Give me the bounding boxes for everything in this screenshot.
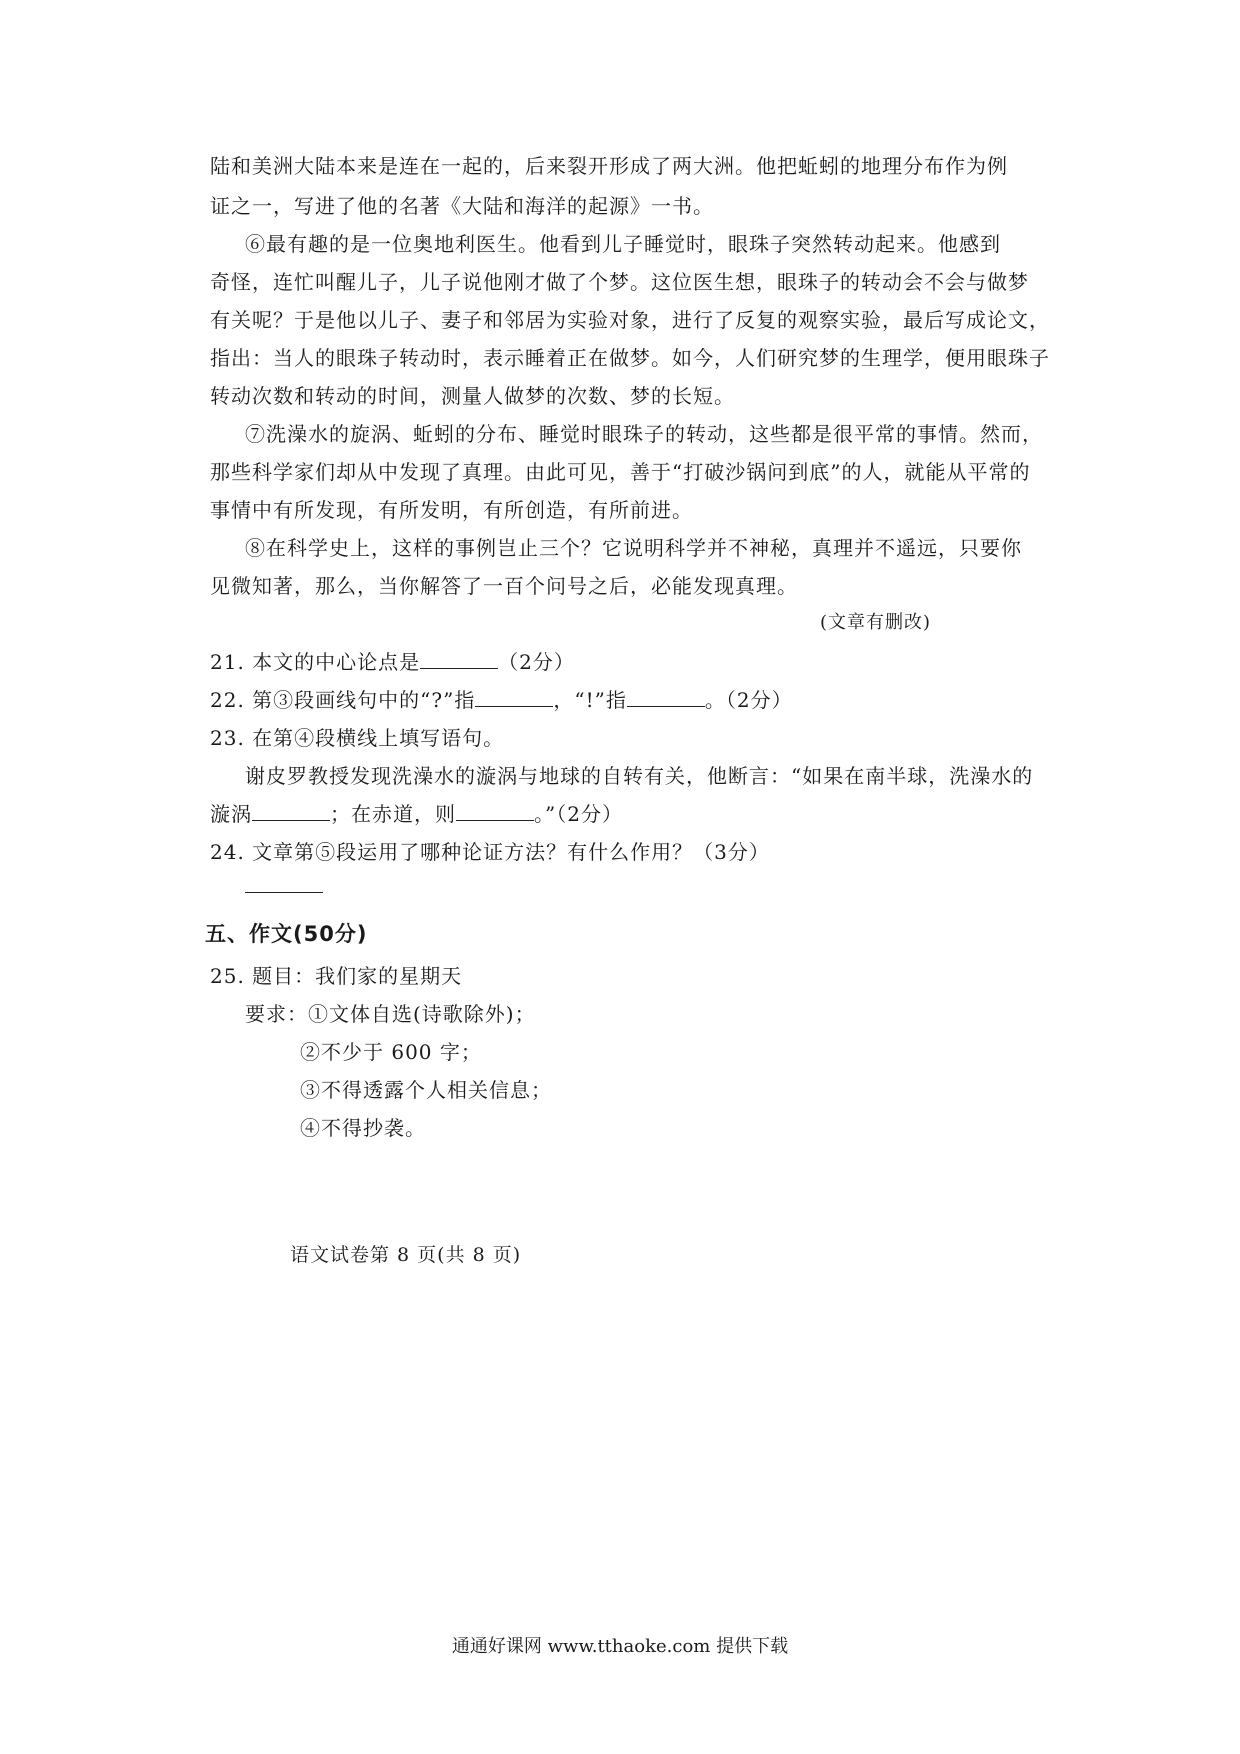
answer-blank[interactable] bbox=[252, 802, 330, 821]
paragraph-7: ⑦洗澡水的旋涡、蚯蚓的分布、睡觉时眼珠子的转动，这些都是很平常的事情。然而， bbox=[245, 422, 1043, 446]
passage-line: 见微知著，那么，当你解答了一百个问号之后，必能发现真理。 bbox=[210, 574, 798, 598]
passage-line: 陆和美洲大陆本来是连在一起的，后来裂开形成了两大洲。他把蚯蚓的地理分布作为例 bbox=[210, 154, 1008, 178]
question-23-text: 漩涡 ；在赤道，则 。”（2分） bbox=[210, 802, 623, 826]
passage-line: 转动次数和转动的时间，测量人做梦的次数、梦的长短。 bbox=[210, 384, 735, 408]
answer-blank[interactable] bbox=[475, 688, 553, 707]
passage-line: 那些科学家们却从中发现了真理。由此可见，善于“打破沙锅问到底”的人，就能从平常的 bbox=[210, 460, 1031, 484]
paragraph-6: ⑥最有趣的是一位奥地利医生。他看到儿子睡觉时，眼珠子突然转动起来。他感到 bbox=[245, 232, 1001, 256]
section-heading: 五、作文(50分) bbox=[205, 922, 368, 946]
passage-line: 有关呢？于是他以儿子、妻子和邻居为实验对象，进行了反复的观察实验，最后写成论文， bbox=[210, 308, 1050, 332]
source-note: (文章有删改) bbox=[820, 612, 932, 633]
answer-blank[interactable] bbox=[456, 802, 534, 821]
requirement-4: ④不得抄袭。 bbox=[300, 1116, 426, 1140]
answer-blank[interactable] bbox=[627, 688, 705, 707]
requirement-1: 要求：①文体自选(诗歌除外)； bbox=[245, 1002, 536, 1026]
question-23: 23. 在第④段横线上填写语句。 bbox=[210, 726, 505, 750]
question-24-answer bbox=[245, 874, 323, 898]
answer-blank[interactable] bbox=[245, 874, 323, 893]
paragraph-8: ⑧在科学史上，这样的事例岂止三个？它说明科学并不神秘，真理并不遥远，只要你 bbox=[245, 536, 1022, 560]
passage-line: 证之一，写进了他的名著《大陆和海洋的起源》一书。 bbox=[210, 194, 714, 218]
question-21: 21. 本文的中心论点是 （2分） bbox=[210, 650, 575, 674]
requirement-2: ②不少于 600 字； bbox=[300, 1040, 482, 1064]
download-footer: 通通好课网 www.tthaoke.com 提供下载 bbox=[451, 1636, 789, 1657]
page-number: 语文试卷第 8 页(共 8 页) bbox=[290, 1244, 522, 1266]
passage-line: 奇怪，连忙叫醒儿子，儿子说他刚才做了个梦。这位医生想，眼珠子的转动会不会与做梦 bbox=[210, 270, 1029, 294]
question-23-text: 谢皮罗教授发现洗澡水的漩涡与地球的自转有关，他断言：“如果在南半球，洗澡水的 bbox=[245, 764, 1034, 788]
requirement-3: ③不得透露个人相关信息； bbox=[300, 1078, 552, 1102]
question-24: 24. 文章第⑤段运用了哪种论证方法？有什么作用？（3分） bbox=[210, 840, 770, 864]
question-25: 25. 题目：我们家的星期天 bbox=[210, 964, 463, 988]
question-22: 22. 第③段画线句中的“?”指 ，“!”指 。（2分） bbox=[210, 688, 793, 712]
passage-line: 指出：当人的眼珠子转动时，表示睡着正在做梦。如今，人们研究梦的生理学，便用眼珠子 bbox=[210, 346, 1050, 370]
answer-blank[interactable] bbox=[420, 650, 498, 669]
passage-line: 事情中有所发现，有所发明，有所创造，有所前进。 bbox=[210, 498, 693, 522]
